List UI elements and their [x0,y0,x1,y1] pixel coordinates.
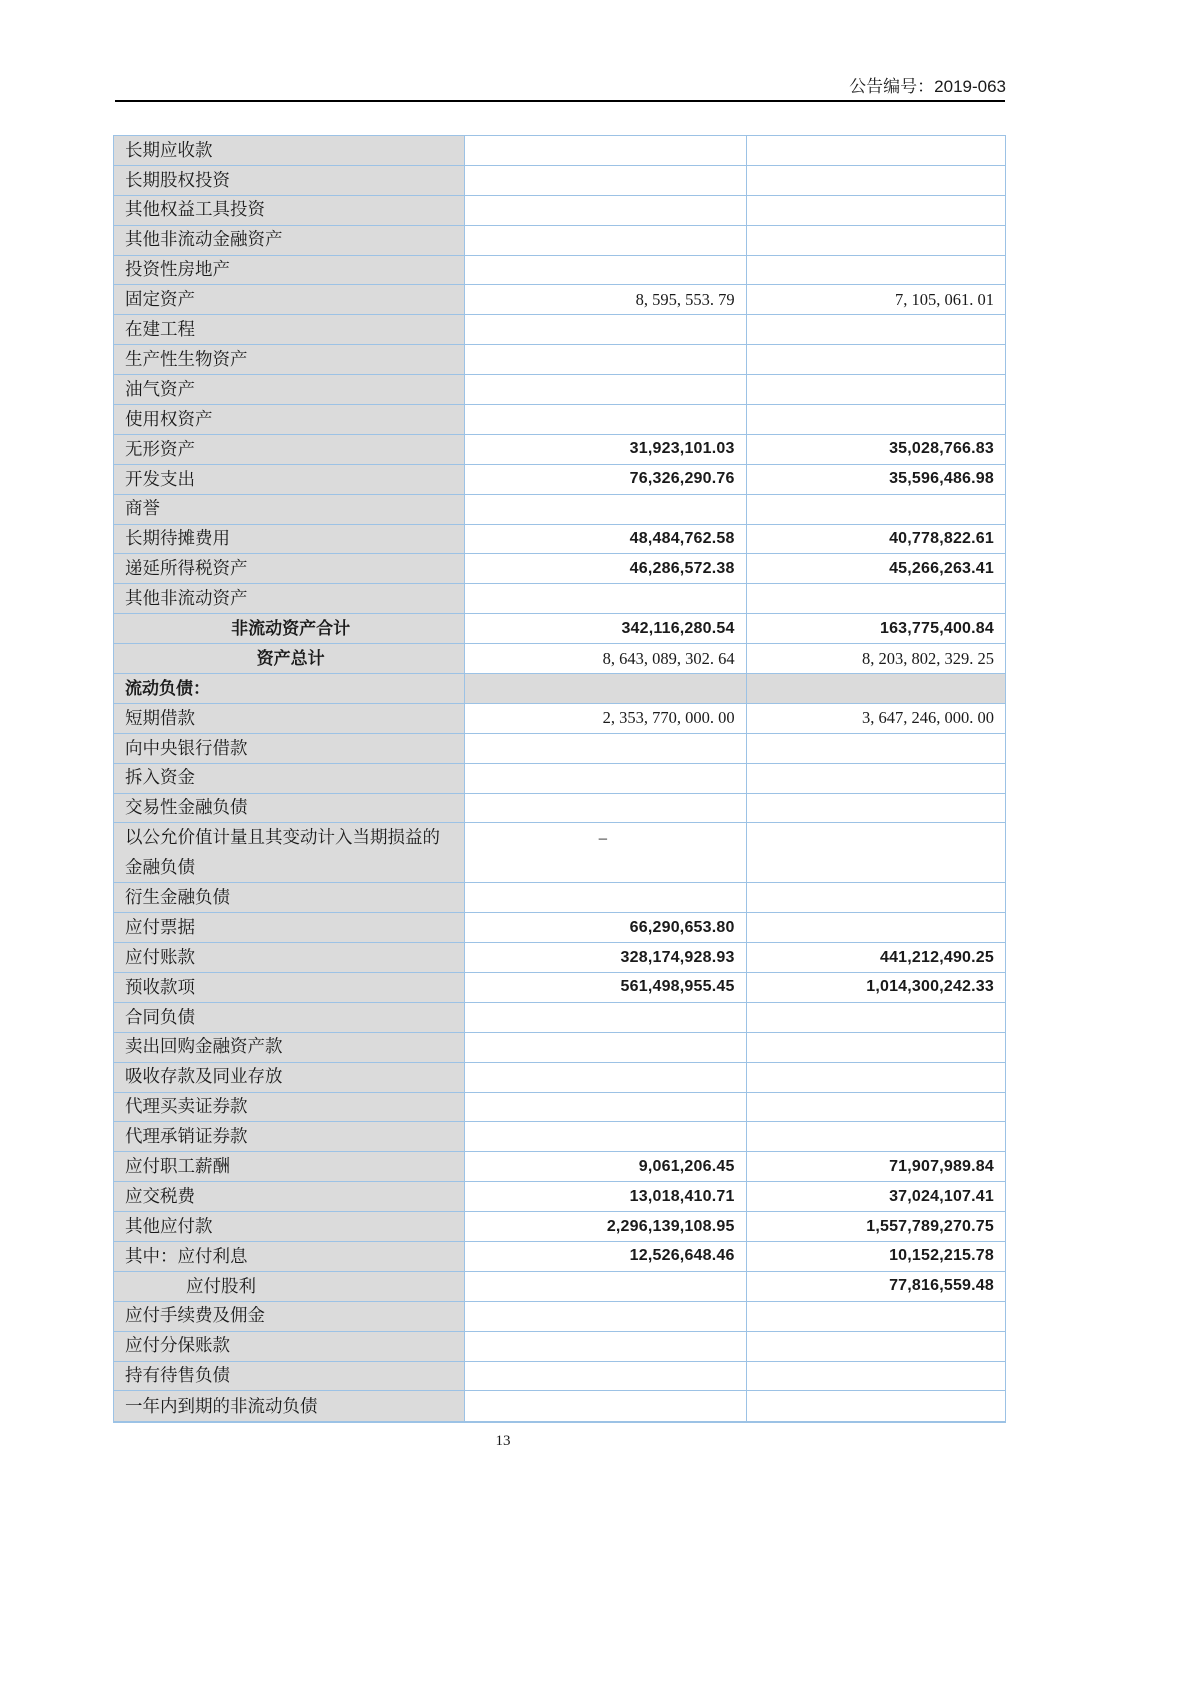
table-row [114,285,1005,315]
value-current-cell [465,1003,746,1032]
value-current-cell: 8, 643, 089, 302. 64 [465,644,746,673]
row-label-cell: 商誉 [114,495,465,524]
table-row [114,794,1005,824]
table-row [114,405,1005,435]
value-current-cell [465,196,746,225]
value-previous-cell [747,584,1005,613]
value-previous-cell [747,1362,1005,1391]
value-current-cell [465,495,746,524]
row-label-cell: 一年内到期的非流动负债 [114,1391,465,1421]
table-row [114,256,1005,286]
value-previous-cell: 35,596,486.98 [889,470,994,488]
value-current-cell: 31,923,101.03 [465,435,746,464]
value-current-cell: 9,061,206.45 [465,1152,746,1181]
row-label-cell: 拆入资金 [114,764,465,793]
table-row [114,644,1005,674]
row-label-cell: 交易性金融负债 [114,794,465,823]
value-previous-cell [747,166,1005,195]
page-number: 13 [495,1433,511,1449]
row-label-cell: 向中央银行借款 [114,734,465,763]
value-previous-cell: 1,557,789,270.75 [866,1217,994,1235]
table-row [114,1152,1005,1182]
value-previous-cell [747,1033,1005,1062]
row-label-cell: 投资性房地产 [114,256,465,285]
value-current-cell [465,1063,746,1092]
row-label-cell: 资产总计 [114,644,465,673]
row-label-cell: 非流动资产合计 [114,614,465,643]
value-previous-cell [747,1063,1005,1092]
row-label-cell: 长期应收款 [114,136,465,165]
row-label-cell: 流动负债： [114,674,465,703]
row-label-cell: 其中：应付利息 [114,1242,465,1271]
value-current-cell: 12,526,648.46 [465,1242,746,1271]
value-current-cell: 342,116,280.54 [465,614,746,643]
table-row [114,1003,1005,1033]
table-row [114,345,1005,375]
row-label-cell: 短期借款 [114,704,465,733]
table-row [114,435,1005,465]
balance-sheet-table [113,135,1006,1423]
value-previous-cell [747,1332,1005,1361]
value-previous-cell: 40,778,822.61 [889,530,994,548]
value-current-cell [465,1122,746,1151]
table-row [114,973,1005,1003]
value-previous-cell [747,315,1005,344]
row-label-cell: 使用权资产 [114,405,465,434]
table-row [114,1212,1005,1242]
value-current-cell: 13,018,410.71 [465,1182,746,1211]
value-previous-cell [747,734,1005,763]
row-label-cell: 递延所得税资产 [114,554,465,583]
value-current-cell: 48,484,762.58 [465,525,746,554]
value-previous-cell: 441,212,490.25 [879,948,994,966]
row-label-cell: 应付分保账款 [114,1332,465,1361]
value-previous-cell: 8, 203, 802, 329. 25 [862,648,994,668]
value-previous-cell: 35,028,766.83 [889,440,994,458]
value-current-cell [465,1332,746,1361]
value-current-cell [465,794,746,823]
table-row [114,883,1005,913]
value-previous-cell [747,794,1005,823]
row-label-cell: 衍生金融负债 [114,883,465,912]
value-current-cell: 8, 595, 553. 79 [465,285,746,314]
table-row [114,495,1005,525]
row-label-cell: 预收款项 [114,973,465,1002]
row-label-cell: 以公允价值计量且其变动计入当期损益的金融负债 [114,823,465,882]
row-label-cell: 其他应付款 [114,1212,465,1241]
value-current-cell [465,1033,746,1062]
value-previous-cell [747,1302,1005,1331]
value-current-cell [465,256,746,285]
table-row [114,1302,1005,1332]
table-row [114,913,1005,943]
row-label-cell: 其他权益工具投资 [114,196,465,225]
value-current-cell: 328,174,928.93 [465,943,746,972]
row-label-cell: 油气资产 [114,375,465,404]
row-label-cell: 开发支出 [114,465,465,494]
table-row [114,166,1005,196]
row-label-cell: 生产性生物资产 [114,345,465,374]
value-previous-cell [747,1122,1005,1151]
row-label-cell: 持有待售负债 [114,1362,465,1391]
row-label-cell: 应交税费 [114,1182,465,1211]
value-current-cell [465,1362,746,1391]
row-label-cell: 其他非流动金融资产 [114,226,465,255]
value-current-cell: – [465,823,746,882]
value-current-cell [465,1093,746,1122]
value-current-cell [465,345,746,374]
value-current-cell [465,674,746,703]
table-row [114,584,1005,614]
value-previous-cell: 45,266,263.41 [889,559,994,577]
value-previous-cell [747,375,1005,404]
table-row [114,136,1005,166]
table-row [114,226,1005,256]
table-row [114,1242,1005,1272]
table-row [114,1272,1005,1302]
value-previous-cell [747,764,1005,793]
value-current-cell [465,764,746,793]
row-label-cell: 其他非流动资产 [114,584,465,613]
value-previous-cell: 7, 105, 061. 01 [895,289,994,309]
row-label-cell: 无形资产 [114,435,465,464]
value-previous-cell: 3, 647, 246, 000. 00 [862,708,994,728]
value-previous-cell [747,495,1005,524]
table-row [114,525,1005,555]
table-row [114,704,1005,734]
value-current-cell: 2, 353, 770, 000. 00 [465,704,746,733]
value-previous-cell [747,913,1005,942]
value-current-cell: 46,286,572.38 [465,554,746,583]
table-row [114,196,1005,226]
row-label-cell: 应付手续费及佣金 [114,1302,465,1331]
row-label-cell: 在建工程 [114,315,465,344]
value-previous-cell: 77,816,559.48 [889,1277,994,1295]
value-current-cell [465,405,746,434]
table-row [114,375,1005,405]
value-current-cell [465,375,746,404]
value-previous-cell [747,674,1005,703]
table-row [114,734,1005,764]
header-divider [115,100,1005,102]
row-label-cell: 应付职工薪酬 [114,1152,465,1181]
value-previous-cell [747,823,1005,882]
table-row [114,943,1005,973]
table-row [114,554,1005,584]
table-row [114,1063,1005,1093]
row-label-cell: 吸收存款及同业存放 [114,1063,465,1092]
table-row [114,1093,1005,1123]
value-current-cell [465,1302,746,1331]
table-row [114,1122,1005,1152]
value-current-cell [465,315,746,344]
value-current-cell [465,226,746,255]
value-current-cell [465,1272,746,1301]
row-label-cell: 合同负债 [114,1003,465,1032]
table-row [114,614,1005,644]
value-previous-cell [747,883,1005,912]
table-row [114,1332,1005,1362]
value-previous-cell [747,226,1005,255]
value-previous-cell: 1,014,300,242.33 [866,978,994,996]
row-label-cell: 应付账款 [114,943,465,972]
value-current-cell [465,1391,746,1421]
value-current-cell: 2,296,139,108.95 [465,1212,746,1241]
table-row [114,315,1005,345]
row-label-cell: 长期待摊费用 [114,525,465,554]
table-row [114,1391,1005,1421]
row-label-cell: 代理买卖证券款 [114,1093,465,1122]
value-previous-cell [747,256,1005,285]
value-current-cell: 561,498,955.45 [465,973,746,1002]
value-current-cell [465,584,746,613]
row-label-cell: 卖出回购金融资产款 [114,1033,465,1062]
value-current-cell [465,734,746,763]
value-previous-cell: 71,907,989.84 [889,1157,994,1175]
table-row [114,1033,1005,1063]
table-row [114,764,1005,794]
value-previous-cell [747,345,1005,374]
value-previous-cell: 10,152,215.78 [889,1247,994,1265]
table-row [114,465,1005,495]
announcement-number: 公告编号：2019-063 [849,77,1006,96]
value-current-cell [465,883,746,912]
table-row [114,1182,1005,1212]
value-previous-cell [747,1093,1005,1122]
value-current-cell: 66,290,653.80 [465,913,746,942]
row-label-cell: 代理承销证券款 [114,1122,465,1151]
row-label-cell: 应付股利 [114,1272,465,1301]
value-previous-cell [747,136,1005,165]
value-previous-cell [747,196,1005,225]
table-row [114,1362,1005,1392]
row-label-cell: 固定资产 [114,285,465,314]
value-previous-cell [747,1391,1005,1421]
table-row [114,674,1005,704]
value-previous-cell: 37,024,107.41 [889,1187,994,1205]
value-previous-cell [747,1003,1005,1032]
value-previous-cell: 163,775,400.84 [879,619,994,637]
row-label-cell: 应付票据 [114,913,465,942]
row-label-cell: 长期股权投资 [114,166,465,195]
value-previous-cell [747,405,1005,434]
value-current-cell [465,136,746,165]
value-current-cell [465,166,746,195]
value-current-cell: 76,326,290.76 [465,465,746,494]
table-row [114,823,1005,883]
